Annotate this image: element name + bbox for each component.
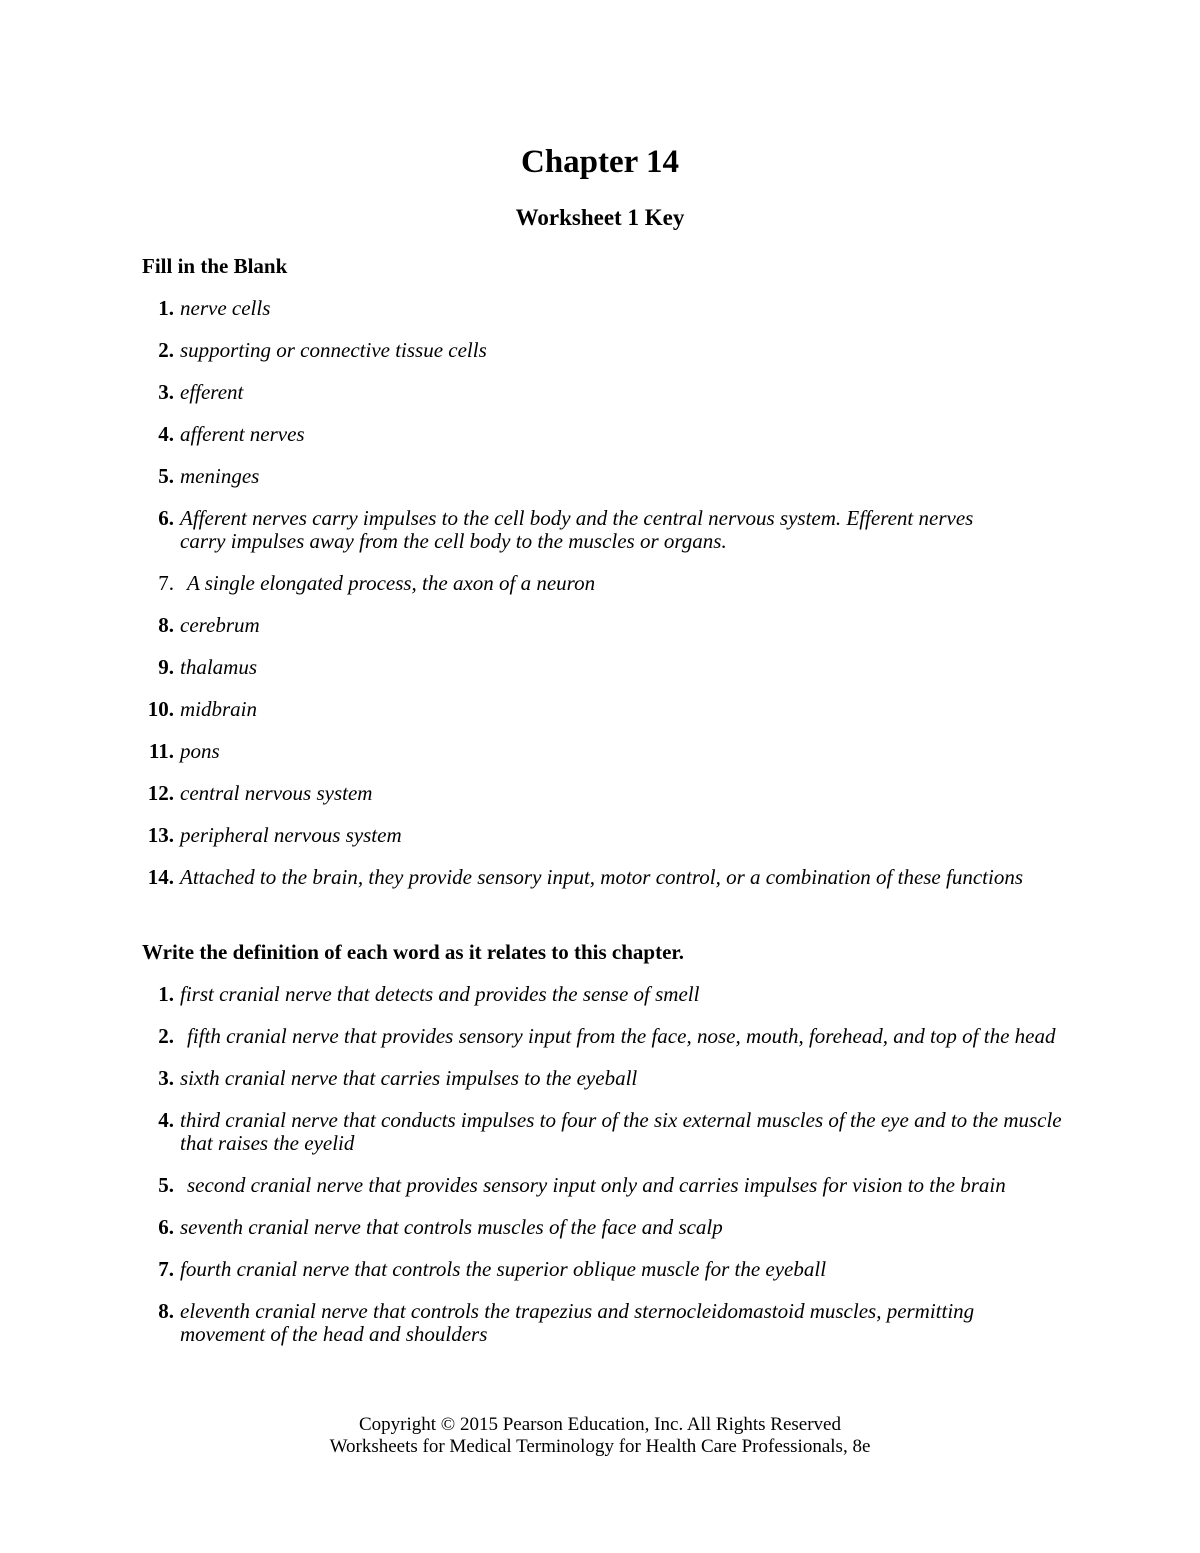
section-heading-definitions: Write the definition of each word as it relates to this chapter. bbox=[142, 940, 685, 964]
definitions-list bbox=[142, 983, 1062, 1365]
list-item bbox=[142, 1300, 1062, 1346]
item-answer: meninges bbox=[180, 464, 260, 488]
item-answer: A single elongated process, the axon of a neuron bbox=[187, 571, 596, 595]
item-number: 14. bbox=[147, 865, 174, 889]
list-item bbox=[142, 572, 1062, 595]
item-answer: sixth cranial nerve that carries impulses to the eyeball bbox=[180, 1066, 638, 1090]
item-answer: Afferent nerves carry impulses to the cell body and the central nervous system. Efferent nerves carry impulses away from the cell body to the muscles or organs. bbox=[180, 506, 974, 553]
fill-in-blank-list bbox=[142, 297, 1062, 908]
list-item bbox=[142, 866, 1062, 889]
item-number: 12. bbox=[147, 781, 174, 805]
item-answer: fifth cranial nerve that provides sensory input from the face, nose, mouth, forehead, and top of the head bbox=[187, 1024, 1056, 1048]
list-item bbox=[142, 381, 1062, 404]
list-item bbox=[142, 297, 1062, 320]
item-answer: Attached to the brain, they provide sensory input, motor control, or a combination of these functions bbox=[180, 865, 1024, 889]
list-item bbox=[142, 1216, 1062, 1239]
list-item bbox=[142, 983, 1062, 1006]
item-number: 1. bbox=[158, 982, 174, 1006]
item-number: 2. bbox=[158, 1024, 174, 1048]
item-number: 3. bbox=[158, 1066, 174, 1090]
list-item bbox=[142, 423, 1062, 446]
item-answer: midbrain bbox=[180, 697, 258, 721]
item-number: 5. bbox=[158, 1173, 174, 1197]
list-item bbox=[142, 1067, 1062, 1090]
item-answer: efferent bbox=[180, 380, 244, 404]
list-item bbox=[142, 824, 1062, 847]
list-item bbox=[142, 656, 1062, 679]
item-number: 4. bbox=[158, 1108, 174, 1132]
item-answer: cerebrum bbox=[180, 613, 260, 637]
list-item bbox=[142, 1174, 1062, 1197]
list-item bbox=[142, 740, 1062, 763]
item-number: 5. bbox=[158, 464, 174, 488]
item-answer: first cranial nerve that detects and provides the sense of smell bbox=[180, 982, 700, 1006]
item-number: 6. bbox=[158, 1215, 174, 1239]
item-number: 7. bbox=[158, 1257, 174, 1281]
item-number: 13. bbox=[147, 823, 174, 847]
footer-book-title: Worksheets for Medical Terminology for Health Care Professionals, 8e bbox=[329, 1436, 871, 1457]
section-heading-fill-in-blank: Fill in the Blank bbox=[142, 254, 288, 278]
item-answer: central nervous system bbox=[180, 781, 373, 805]
item-answer: nerve cells bbox=[180, 296, 271, 320]
item-answer: peripheral nervous system bbox=[180, 823, 402, 847]
list-item bbox=[142, 465, 1062, 488]
item-number: 7. bbox=[158, 571, 174, 595]
item-number: 3. bbox=[158, 380, 174, 404]
page-title: Chapter 14 bbox=[521, 144, 679, 180]
footer-copyright: Copyright © 2015 Pearson Education, Inc. All Rights Reserved bbox=[359, 1414, 841, 1435]
item-number: 11. bbox=[148, 739, 174, 763]
item-number: 10. bbox=[147, 697, 174, 721]
item-number: 2. bbox=[158, 338, 174, 362]
item-number: 9. bbox=[158, 655, 174, 679]
item-answer: seventh cranial nerve that controls muscles of the face and scalp bbox=[180, 1215, 723, 1239]
item-answer: pons bbox=[180, 739, 220, 763]
item-answer: supporting or connective tissue cells bbox=[180, 338, 487, 362]
list-item bbox=[142, 507, 1062, 553]
page-footer bbox=[0, 1414, 1200, 1458]
item-number: 8. bbox=[158, 1299, 174, 1323]
item-answer: thalamus bbox=[180, 655, 258, 679]
item-number: 8. bbox=[158, 613, 174, 637]
list-item bbox=[142, 614, 1062, 637]
item-number: 6. bbox=[158, 506, 174, 530]
list-item bbox=[142, 1258, 1062, 1281]
item-answer: second cranial nerve that provides sensory input only and carries impulses for vision to the brain bbox=[187, 1173, 1006, 1197]
item-answer: fourth cranial nerve that controls the superior oblique muscle for the eyeball bbox=[180, 1257, 827, 1281]
list-item bbox=[142, 1109, 1062, 1155]
item-answer: third cranial nerve that conducts impulses to four of the six external muscles of the eye and to the muscle that raises the eyelid bbox=[180, 1108, 1062, 1155]
list-item bbox=[142, 782, 1062, 805]
list-item bbox=[142, 698, 1062, 721]
list-item bbox=[142, 1025, 1062, 1048]
item-number: 1. bbox=[158, 296, 174, 320]
page-subtitle: Worksheet 1 Key bbox=[515, 205, 685, 230]
list-item bbox=[142, 339, 1062, 362]
item-number: 4. bbox=[158, 422, 174, 446]
item-answer: eleventh cranial nerve that controls the trapezius and sternocleidomastoid muscles, permitting movement of the head and shoulders bbox=[180, 1299, 975, 1346]
item-answer: afferent nerves bbox=[180, 422, 305, 446]
